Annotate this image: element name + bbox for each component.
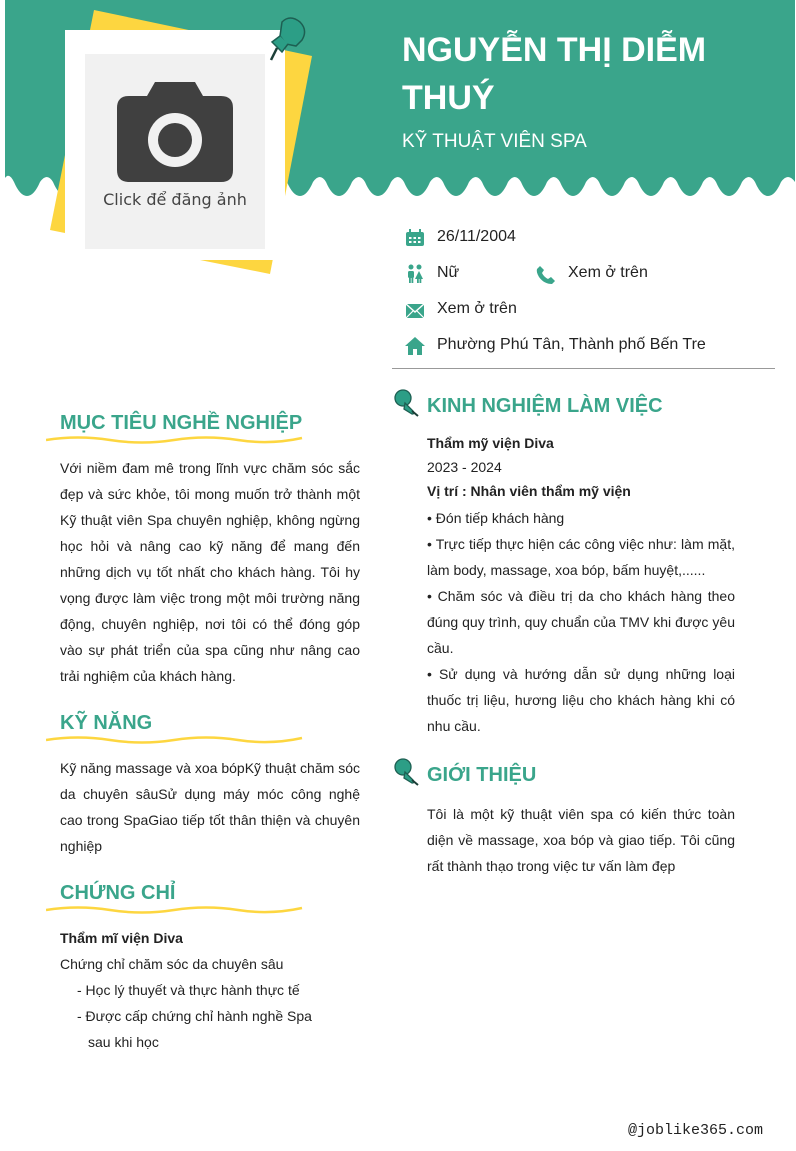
certificates-underline xyxy=(46,905,304,915)
experience-position: Vị trí : Nhân viên thẩm mỹ viện xyxy=(427,483,631,499)
photo-caption: Click để đăng ảnh xyxy=(103,190,247,209)
certificate-org: Thẩm mĩ viện Diva xyxy=(60,930,183,946)
skills-underline xyxy=(46,735,304,745)
pushpin-icon xyxy=(268,16,308,62)
pushpin-icon xyxy=(393,758,419,786)
name-line-2: THUÝ xyxy=(402,79,495,117)
watermark: @joblike365.com xyxy=(628,1122,764,1139)
experience-heading: KINH NGHIỆM LÀM VIỆC xyxy=(427,395,663,417)
experience-entry xyxy=(427,431,735,739)
certificate-item: - Học lý thuyết và thực hành thực tế xyxy=(77,982,300,998)
objective-text: Với niềm đam mê trong lĩnh vực chăm sóc sắc đẹp và sức khỏe, tôi mong muốn trở thành một Kỹ thuật viên Spa chuyên nghiệp, không ngừng học hỏi và nâng cao kỹ năng để mang đến những dịch vụ tốt nhất cho khách hàng. Tôi hy vọng được làm việc trong một môi trường năng động, chuyên nghiệp, nơi tôi có thể đóng góp vào sự phát triển của spa cũng như nâng cao trải nghiệm của khách hàng. xyxy=(60,460,360,684)
phone-icon xyxy=(536,265,556,285)
certificate-entry xyxy=(60,925,360,1055)
experience-bullet: • Chăm sóc và điều trị da cho khách hàng theo đúng quy trình, quy chuẩn của TMV khi được yêu cầu. xyxy=(427,588,735,656)
intro-heading: GIỚI THIỆU xyxy=(427,764,537,786)
pushpin-icon xyxy=(393,389,419,417)
name-line-1: NGUYỄN THỊ DIỄM xyxy=(402,31,707,69)
email-icon xyxy=(405,303,425,319)
experience-bullet: • Đón tiếp khách hàng xyxy=(427,510,565,526)
intro-text: Tôi là một kỹ thuật viên spa có kiến thức toàn diện về massage, xoa bóp và giao tiếp. Tôi cũng rất thành thạo trong việc tư vấn làm đẹp xyxy=(427,806,735,874)
calendar-icon xyxy=(405,229,425,247)
photo-upload-area[interactable] xyxy=(85,54,265,249)
camera-icon xyxy=(117,82,233,182)
experience-bullet: • Trực tiếp thực hiện các công việc như: làm mặt, làm body, massage, xoa bóp, bấm huyệt,...... xyxy=(427,536,735,578)
objective-heading: MỤC TIÊU NGHỀ NGHIỆP xyxy=(60,412,303,434)
certificate-name: Chứng chỉ chăm sóc da chuyên sâu xyxy=(60,956,284,972)
certificate-item: - Được cấp chứng chỉ hành nghề Spa xyxy=(77,1008,312,1024)
experience-company: Thẩm mỹ viện Diva xyxy=(427,435,554,451)
skills-heading: KỸ NĂNG xyxy=(60,712,153,734)
objective-underline xyxy=(46,435,304,445)
job-title: KỸ THUẬT VIÊN SPA xyxy=(402,131,587,152)
experience-period: 2023 - 2024 xyxy=(427,459,502,475)
contact-divider xyxy=(392,368,775,369)
certificate-item-cont: sau khi học xyxy=(88,1034,159,1050)
home-icon xyxy=(405,337,425,355)
experience-bullet: • Sử dụng và hướng dẫn sử dụng những loại thuốc trị liệu, hương liệu cho khách hàng khi có nhu cầu. xyxy=(427,666,735,734)
skills-text: Kỹ năng massage và xoa bópKỹ thuật chăm sóc da chuyên sâuSử dụng máy móc công nghệ cao trong SpaGiao tiếp tốt thân thiện và chuyên nghiệp xyxy=(60,760,360,854)
candidate-name xyxy=(402,26,782,122)
profile-photo xyxy=(50,10,320,280)
gender-icon xyxy=(405,264,425,284)
certificates-heading: CHỨNG CHỈ xyxy=(60,882,176,904)
